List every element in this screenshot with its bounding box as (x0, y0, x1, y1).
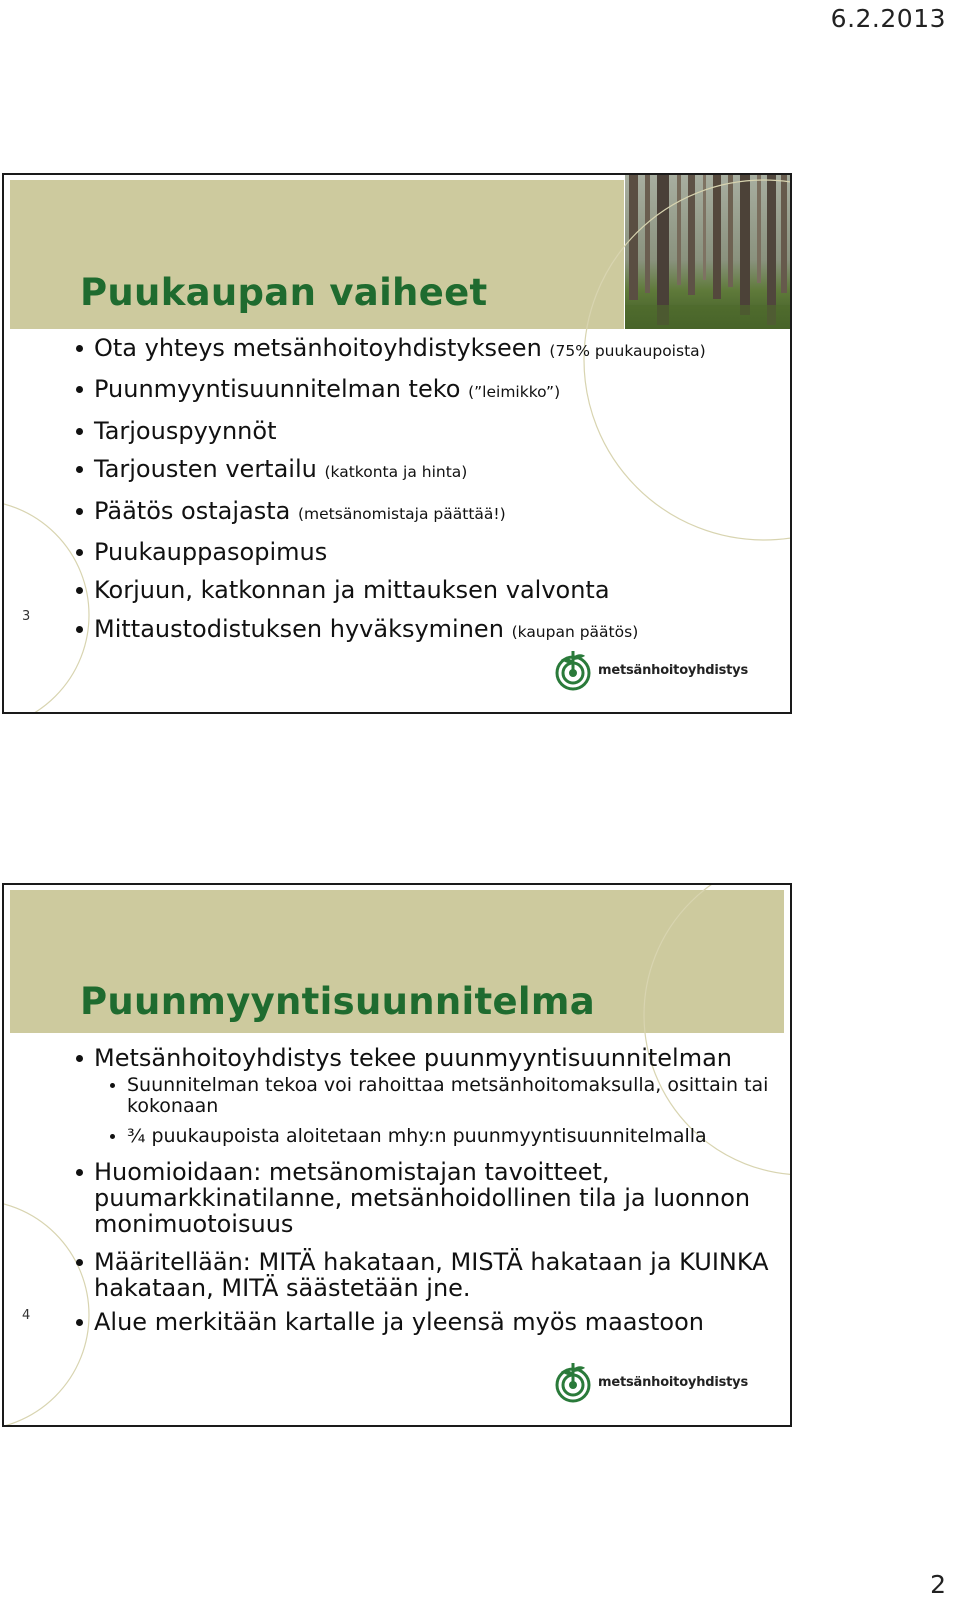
slide-4 (2, 883, 792, 1427)
bullet-list (74, 335, 706, 657)
logo-text: metsänhoitoyhdistys (598, 1374, 748, 1390)
list-item: Tarjousten vertailu (katkonta ja hinta) (74, 456, 706, 485)
list-item: Tarjouspyynnöt (74, 418, 706, 444)
page-number: 2 (930, 1570, 946, 1599)
logo-text: metsänhoitoyhdistys (598, 662, 748, 678)
list-item: Ota yhteys metsänhoitoyhdistykseen (75% puukaupoista) (74, 335, 706, 364)
slide-3 (2, 173, 792, 714)
page-date: 6.2.2013 (830, 4, 946, 33)
list-item: Mittaustodistuksen hyväksyminen (kaupan päätös) (74, 616, 706, 645)
list-item: Määritellään: MITÄ hakataan, MISTÄ hakataan ja KUINKA hakataan, MITÄ säästetään jne. (74, 1249, 774, 1301)
bullet-list (74, 1045, 774, 1343)
sub-bullet-list (94, 1075, 774, 1147)
list-item: Korjuun, katkonnan ja mittauksen valvonta (74, 577, 706, 603)
mhy-logo (554, 649, 748, 691)
slide-number: 3 (22, 609, 31, 624)
list-item: Päätös ostajasta (metsänomistaja päättää!) (74, 498, 706, 527)
slide-number: 4 (22, 1308, 31, 1323)
forest-photo (625, 175, 790, 329)
mhy-logo (554, 1361, 748, 1403)
list-item: Huomioidaan: metsänomistajan tavoitteet, puumarkkinatilanne, metsänhoidollinen tila ja luonnon monimuotoisuus (74, 1159, 774, 1237)
sub-list-item: Suunnitelman tekoa voi rahoittaa metsänhoitomaksulla, osittain tai kokonaan (94, 1075, 774, 1117)
list-item: Alue merkitään kartalle ja yleensä myös maastoon (74, 1309, 774, 1335)
sub-list-item: ¾ puukaupoista aloitetaan mhy:n puunmyyntisuunnitelmalla (94, 1126, 774, 1147)
mhy-logo-icon (554, 1361, 592, 1403)
list-item: Puunmyyntisuunnitelman teko (”leimikko”) (74, 376, 706, 405)
mhy-logo-icon (554, 649, 592, 691)
list-item: Puukauppasopimus (74, 539, 706, 565)
slide-title: Puukaupan vaiheet (80, 271, 488, 314)
list-item: Metsänhoitoyhdistys tekee puunmyyntisuunnitelman Suunnitelman tekoa voi rahoittaa metsänhoitomaksulla, osittain tai kokonaan ¾ puukaupoista aloitetaan mhy:n puunmyyntisuunnitelmalla (74, 1045, 774, 1147)
slide-title: Puunmyyntisuunnitelma (80, 980, 595, 1023)
